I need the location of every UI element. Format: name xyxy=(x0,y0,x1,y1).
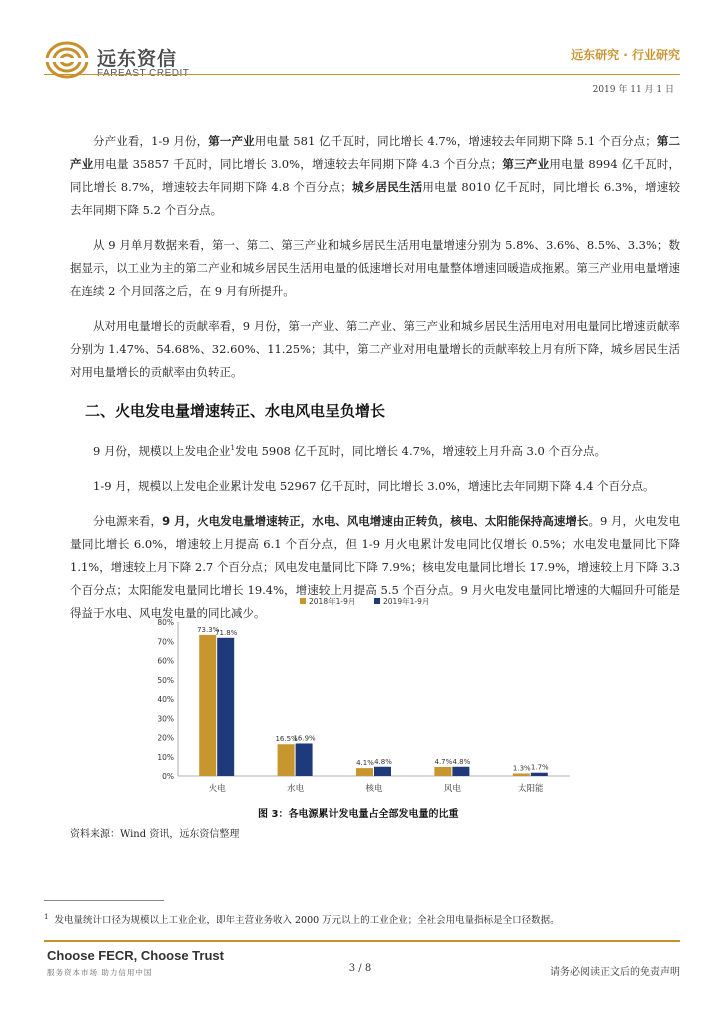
header-divider xyxy=(44,74,680,75)
y-tick-label: 60% xyxy=(157,656,174,666)
report-body xyxy=(70,130,680,637)
generation-share-chart xyxy=(150,588,590,798)
y-tick-label: 70% xyxy=(157,637,174,647)
bold-primary-industry: 第一产业 xyxy=(208,134,255,148)
data-label: 4.8% xyxy=(374,757,392,766)
disclaimer-link[interactable]: 请务必阅读正文后的免责声明 xyxy=(550,967,680,978)
bold-tertiary-industry: 第三产业 xyxy=(502,157,550,171)
x-tick-label: 风电 xyxy=(443,784,461,794)
bold-source-summary: 9 月，火电发电量增速转正，水电、风电增速由正转负，核电、太阳能保持高速增长 xyxy=(162,513,589,528)
data-label: 4.8% xyxy=(452,757,471,766)
footer-slogan-sub: 服务资本市场 助力信用中国 xyxy=(47,968,153,977)
x-tick-label: 水电 xyxy=(287,784,305,794)
bar xyxy=(452,767,469,776)
data-label: 73.3% xyxy=(197,625,220,634)
bar xyxy=(531,773,548,776)
legend-label: 2019年1-9月 xyxy=(383,597,430,606)
footnote-ref[interactable]: 1 xyxy=(230,444,235,452)
legend-swatch xyxy=(300,598,306,604)
footnote-divider xyxy=(44,900,164,901)
bar xyxy=(217,638,234,776)
y-tick-label: 10% xyxy=(157,752,174,762)
report-date: 2019 年 11 月 1 日 xyxy=(592,85,674,95)
bar xyxy=(513,773,530,776)
bar xyxy=(278,744,295,776)
footnote: $^1$ 发电量统计口径为规模以上工业企业，即年主营业务收入 2000 万元以上的工业企业；全社会用电量指标是全口径数据。 xyxy=(44,912,560,926)
bar xyxy=(199,635,216,776)
bar xyxy=(434,767,451,776)
paragraph-september-generation: 9 月份，规模以上发电企业$^1$发电 5908 亿千瓦时，同比增长 4.7%，增速较上月升高 3.0 个百分点。 xyxy=(93,443,606,458)
legend-label: 2018年1-9月 xyxy=(309,597,356,606)
data-label: 4.7% xyxy=(434,757,453,766)
page-header xyxy=(0,0,724,100)
paragraph-by-source: 分电源来看，9 月，火电发电量增速转正，水电、风电增速由正转负，核电、太阳能保持高速增长。9 月，火电发电量同比增长 6.0%，增速较上月提高 6.1 个百分点，但 1-9 月火电累计发电同比仅增长 0.5%；水电发电量同比下降 1.1%，增速较上月下降 2.7 个百分点；风电发电量同比下降 7.9%；核电发电量同比增长 17.9%，增速较上月下降 3.3 个百分点；太阳能发电量同比增长 19.4%，增速较上月提高 5.5 个百分点。9 月火电发电量同比增速的大幅回升可能是得益于水电、风电发电量的同比减少。 xyxy=(70,513,680,620)
section-tag: 远东研究 · 行业研究 xyxy=(571,48,680,62)
brand-name-cn: 远东资信 xyxy=(97,48,178,70)
y-tick-label: 40% xyxy=(157,695,174,704)
bold-secondary-industry: 第二产业 xyxy=(70,134,681,171)
paragraph-september-data: 从 9 月单月数据来看，第一、第二、第三产业和城乡居民生活用电量增速分别为 5.8%、3.6%、8.5%、3.3%；数据显示，以工业为主的第二产业和城乡居民生活用电量的低速增长对用电量整体增速回暖造成拖累。第三产业用电量增速在连续 2 个月回落之后，在 9 月有所提升。 xyxy=(70,238,680,298)
y-tick-label: 20% xyxy=(157,733,174,743)
data-label: 16.9% xyxy=(293,734,316,743)
chart-caption: 图 3：各电源累计发电量占全部发电量的比重 xyxy=(258,809,459,820)
data-label: 1.3% xyxy=(512,764,531,773)
y-tick-label: 0% xyxy=(162,772,174,781)
data-label: 1.7% xyxy=(530,763,549,772)
y-tick-label: 80% xyxy=(157,618,174,627)
footer-divider xyxy=(44,940,680,942)
x-tick-label: 太阳能 xyxy=(518,784,544,794)
paragraph-industry-breakdown: 分产业看，1-9 月份，第一产业用电量 581 亿千瓦时，同比增长 4.7%，增速较去年同期下降 5.1 个百分点；第二产业用电量 35857 千瓦时，同比增长 3.0%，增速较去年同期下降 4.3 个百分点；第三产业用电量 8994 亿千瓦时，同比增长 8.7%，增速较去年同期下降 4.8 个百分点；城乡居民生活用电量 8010 亿千瓦时，同比增长 6.3%，增速较去年同期下降 5.2 个百分点。 xyxy=(70,134,681,217)
data-label: 16.5% xyxy=(275,735,298,744)
page-number: 3 / 8 xyxy=(348,963,372,974)
footer-slogan: Choose FECR, Choose Trust xyxy=(47,948,224,963)
data-label: 71.8% xyxy=(215,628,238,637)
x-tick-label: 火电 xyxy=(208,784,226,794)
paragraph-ytd-generation: 1-9 月，规模以上发电企业累计发电 52967 亿千瓦时，同比增长 3.0%，增速比去年同期下降 4.4 个百分点。 xyxy=(93,478,655,493)
y-tick-label: 30% xyxy=(157,714,174,724)
bold-residential: 城乡居民生活 xyxy=(351,180,423,194)
x-tick-label: 核电 xyxy=(365,784,383,794)
bar xyxy=(296,743,313,776)
paragraph-contribution-rate: 从对用电量增长的贡献率看，9 月份，第一产业、第二产业、第三产业和城乡居民生活用电对用电量同比增速贡献率分别为 1.47%、54.68%、32.60%、11.25%；其中，第二产业对用电量增长的贡献率较上月有所下降，城乡居民生活对用电量增长的贡献率由负转正。 xyxy=(70,319,680,379)
bar xyxy=(374,767,391,776)
data-label: 4.1% xyxy=(356,759,374,768)
y-tick-label: 50% xyxy=(157,675,174,685)
legend-swatch xyxy=(374,598,380,604)
section-heading: 二、火电发电量增速转正、水电风电呈负增长 xyxy=(85,402,386,420)
data-source: 资料来源：Wind 资讯，远东资信整理 xyxy=(70,829,240,840)
bar xyxy=(356,768,373,776)
